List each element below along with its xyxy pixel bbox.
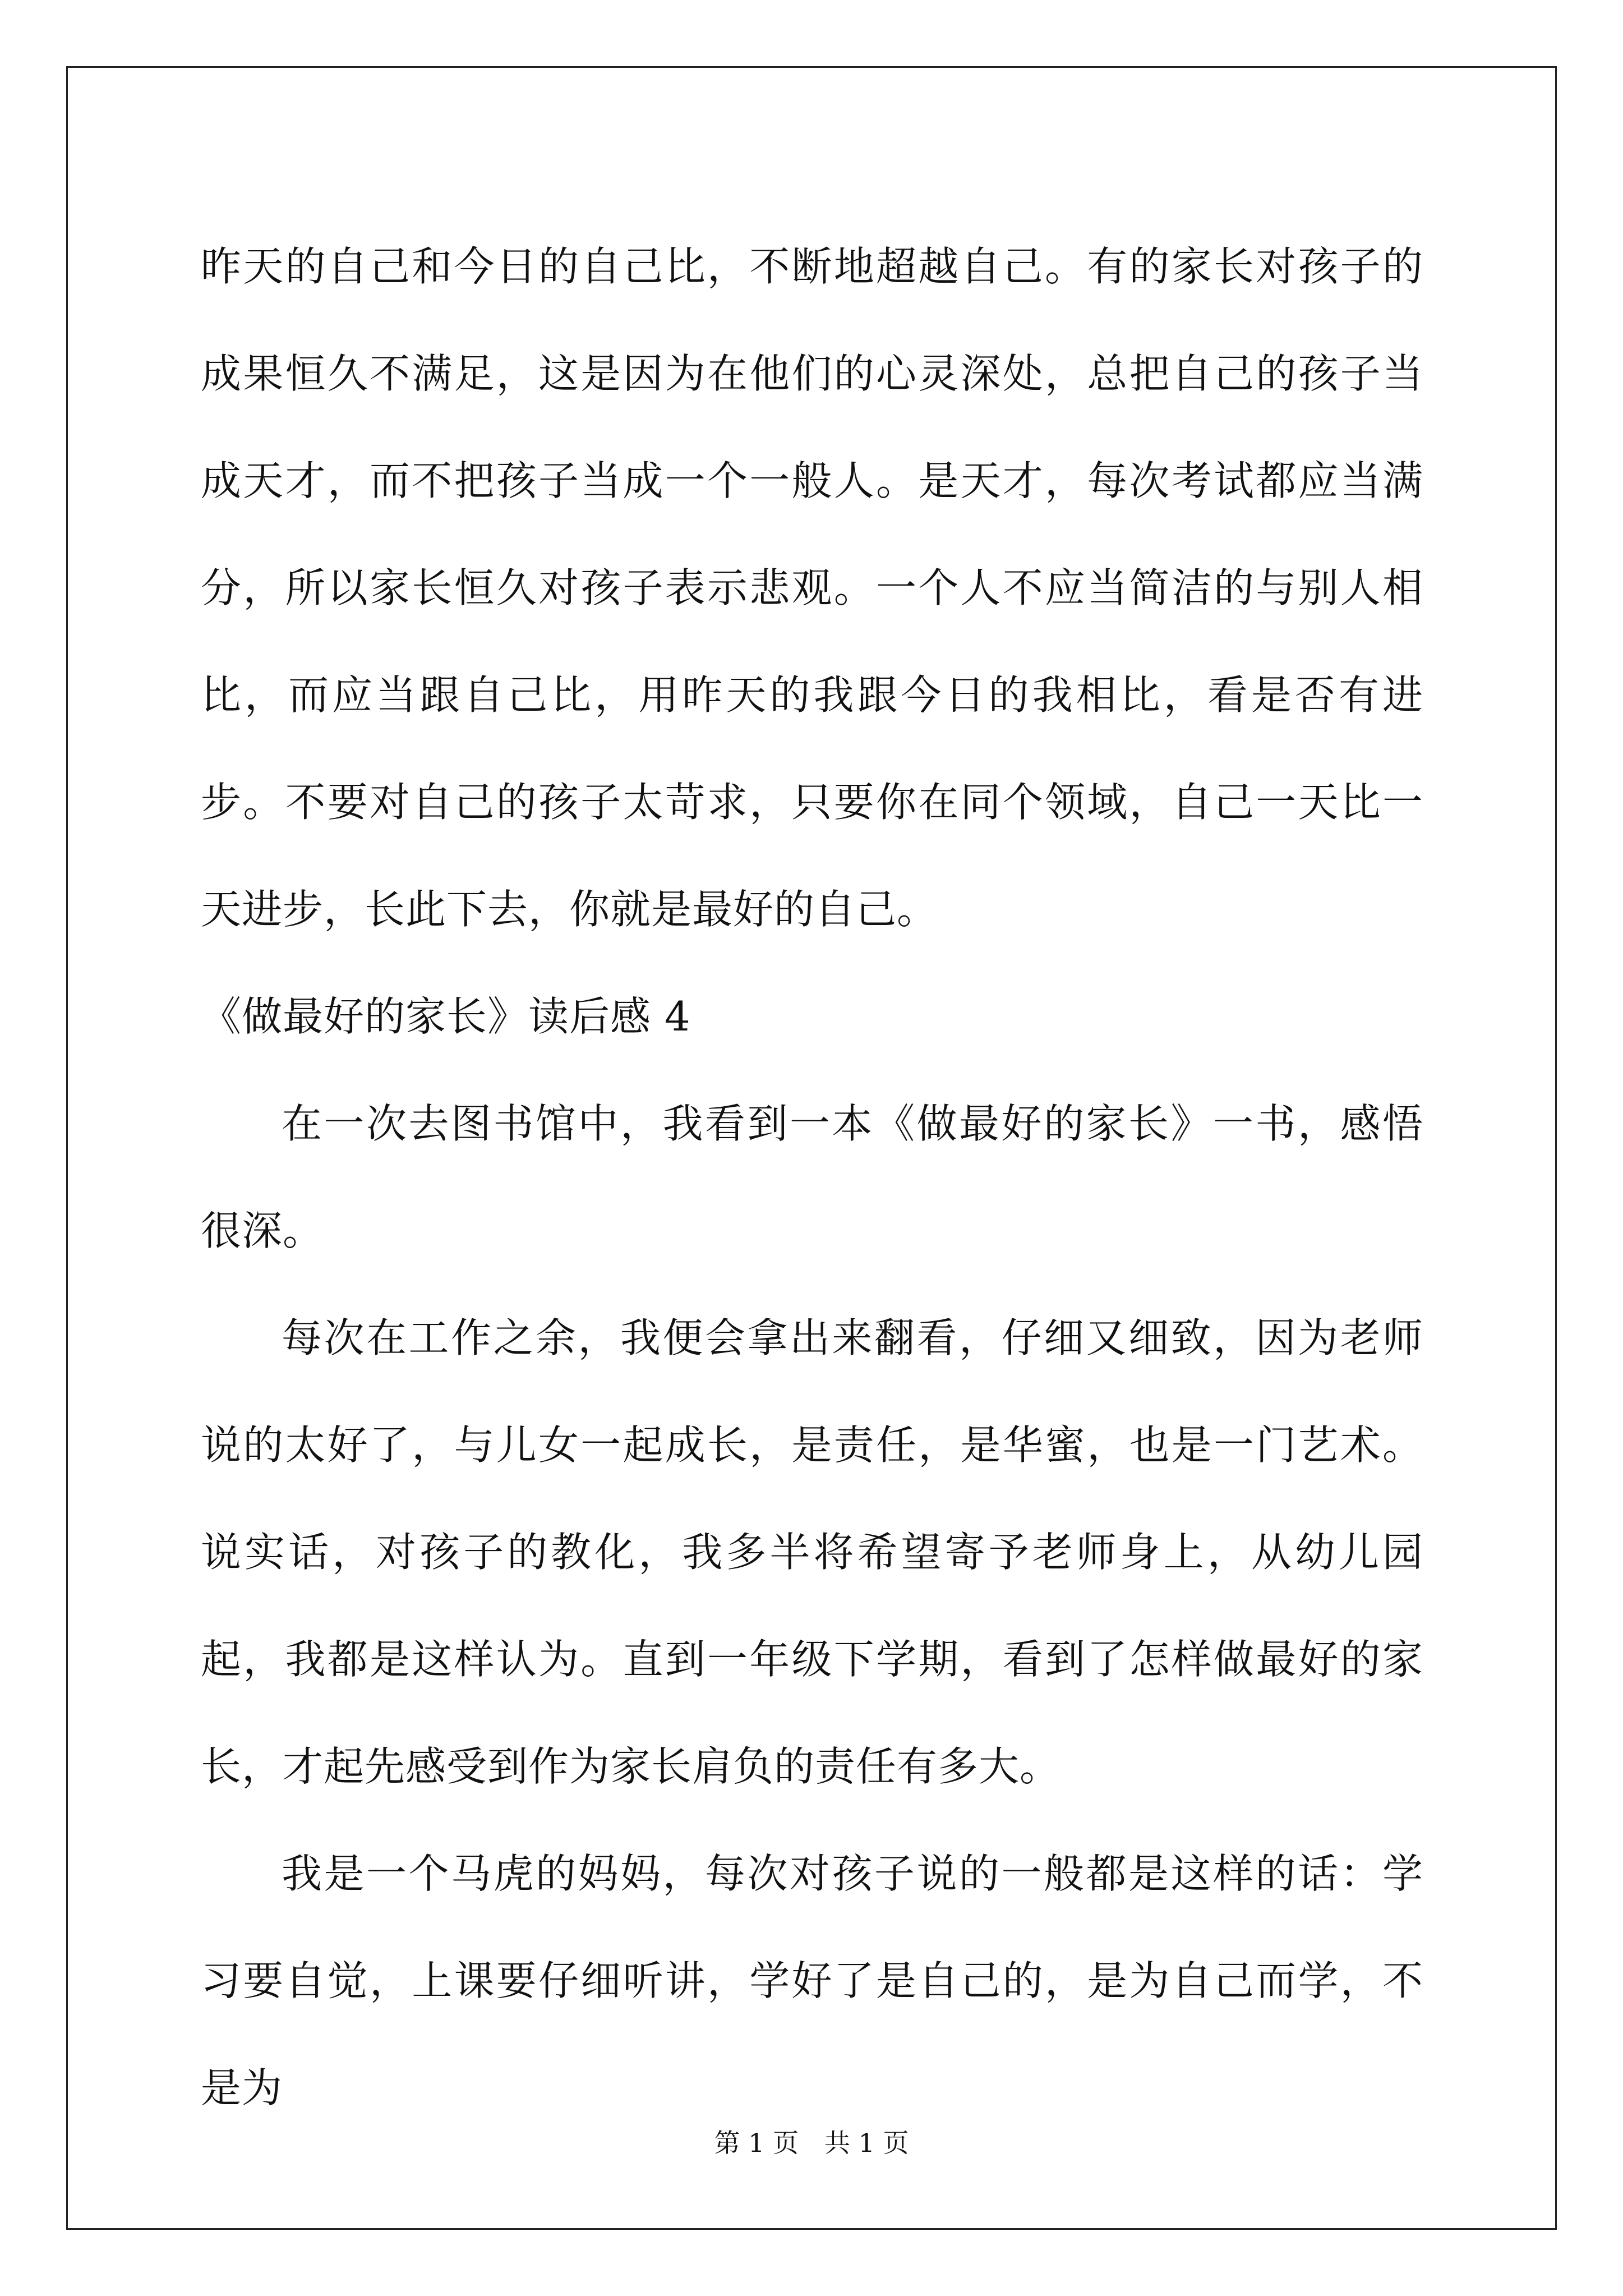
document-body <box>201 213 1423 2142</box>
page-total: 共 1 页 <box>824 2128 909 2158</box>
page-footer <box>0 2126 1623 2160</box>
section-heading: 《做最好的家长》读后感 4 <box>201 993 691 1040</box>
page-number: 第 1 页 <box>714 2128 799 2158</box>
paragraph-1: 昨天的自己和今日的自己比，不断地超越自己。有的家长对孩子的成果恒久不满足，这是因为在他们的心灵深处，总把自己的孩子当成天才，而不把孩子当成一个一般人。是天才，每次考试都应当满分，所以家长恒久对孩子表示悲观。一个人不应当简洁的与别人相比，而应当跟自己比，用昨天的我跟今日的我相比，看是否有进步。不要对自己的孩子太苛求，只要你在同个领域，自己一天比一天进步，长此下去，你就是最好的自己。 <box>201 243 1423 933</box>
paragraph-2: 在一次去图书馆中，我看到一本《做最好的家长》一书，感悟很深。 <box>201 1100 1423 1254</box>
paragraph-4: 我是一个马虎的妈妈，每次对孩子说的一般都是这样的话：学习要自觉，上课要仔细听讲，学好了是自己的，是为自己而学，不是为 <box>201 1850 1423 2111</box>
paragraph-3: 每次在工作之余，我便会拿出来翻看，仔细又细致，因为老师说的太好了，与儿女一起成长，是责任，是华蜜，也是一门艺术。说实话，对孩子的教化，我多半将希望寄予老师身上，从幼儿园起，我都是这样认为。直到一年级下学期，看到了怎样做最好的家长，才起先感受到作为家长肩负的责任有多大。 <box>201 1314 1423 1790</box>
